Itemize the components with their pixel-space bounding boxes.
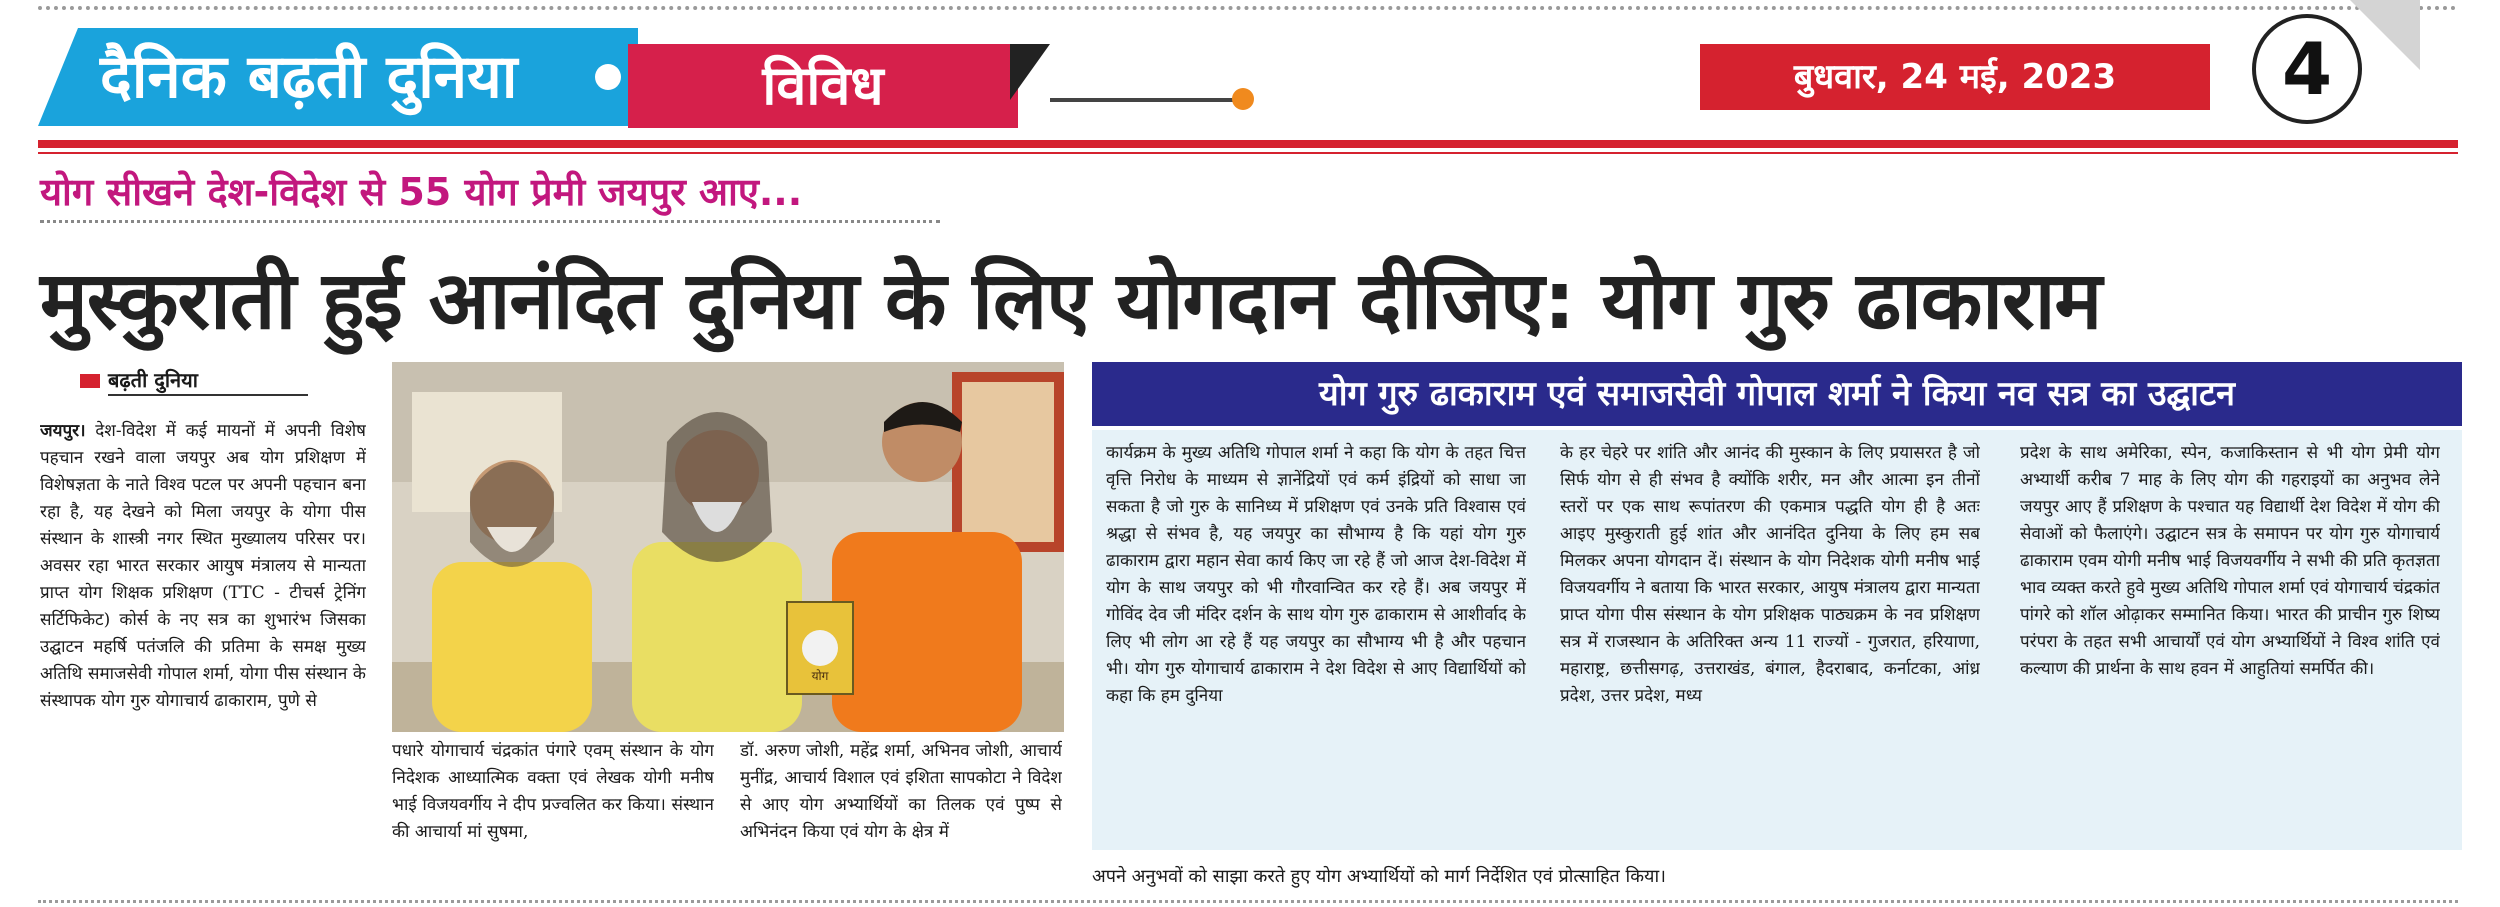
newspaper-title[interactable]: दैनिक बढ़ती दुनिया <box>100 42 518 112</box>
byline-marker <box>80 374 100 388</box>
photo-column-2: डॉ. अरुण जोशी, महेंद्र शर्मा, अभिनव जोशी, आचार्य मुनींद्र, आचार्य विशाल एवं इशिता सापकोटा ने विदेश से आए योग अभ्यार्थियों का तिलक एवं पुष्प से अभिनंदन किया एवं योग के क्षेत्र में <box>740 741 1062 842</box>
issue-date: बुधवार, 24 मई, 2023 <box>1793 57 2117 97</box>
book-icon <box>787 602 853 694</box>
section-label[interactable]: विविध <box>762 54 884 117</box>
left-column-text <box>40 418 366 900</box>
masthead-rule <box>38 140 2458 148</box>
box-column-1: कार्यक्रम के मुख्य अतिथि गोपाल शर्मा ने कहा कि योग के तहत चित्त वृत्ति निरोध के माध्यम से ज्ञानेंद्रियों एवं कर्म इंद्रियों को साधा जा सकता है जो गुरु के सानिध्य में प्रशिक्षण एवं उनके प्रति विश्वास एवं श्रद्धा से संभव है, यह जयपुर का सौभाग्य है कि यहां योग गुरु ढाकाराम द्वारा महान सेवा कार्य किए जा रहे हैं जो आज देश-विदेश में योग के साथ जयपुर को भी गौरवान्वित कर रहे हैं। अब जयपुर में गोविंद देव जी मंदिर दर्शन के साथ योग गुरु ढाकाराम से आशीर्वाद के लिए भी लोग आ रहे हैं यह जयपुर का सौभाग्य भी है और पहचान भी। योग गुरु योगाचार्य ढाकाराम ने देश विदेश से आए विद्यार्थियों को कहा कि हम दुनिया <box>1106 443 1526 706</box>
photo-column-1: पधारे योगाचार्य चंद्रकांत पंगारे एवम् संस्थान के योग निदेशक आध्यात्मिक वक्ता एवं लेखक योगी मनीष भाई विजयवर्गीय ने दीप प्रज्वलित कर किया। संस्थान की आचार्या मां सुषमा, <box>392 741 714 842</box>
article-photo <box>392 362 1064 732</box>
section-arrow <box>1010 44 1050 100</box>
page-number: 4 <box>2281 27 2333 111</box>
continuation-line: अपने अनुभवों को साझा करते हुए योग अभ्यार्थियों को मार्ग निर्देशित एवं प्रोत्साहित किया। <box>1092 866 1666 887</box>
box-column-2: के हर चेहरे पर शांति और आनंद की मुस्कान के लिए प्रयासरत है जो सिर्फ योग से ही संभव है क्योंकि शरीर, मन और आत्मा इन तीनों स्तरों पर एक साथ रूपांतरण की एकमात्र पद्धति योग ही है अतः आइए मुस्कुराती हुई शांत और आनंदित दुनिया के लिए हम सब मिलकर अपना योगदान दें। संस्थान के योग निदेशक योगी मनीष भाई विजयवर्गीय ने बताया कि भारत सरकार, आयुष मंत्रालय द्वारा मान्यता प्राप्त योगा पीस संस्थान के योग प्रशिक्षक पाठ्यक्रम के नव प्रशिक्षण सत्र में राजस्थान के अतिरिक्त अन्य 11 राज्यों - गुजरात, हरियाणा, महाराष्ट्र, छत्तीसगढ़, उत्तराखंड, बंगाल, हैदराबाद, कर्नाटका, आंध्र प्रदेश, उत्तर प्रदेश, मध्य <box>1560 443 1980 706</box>
box-heading: योग गुरु ढाकाराम एवं समाजसेवी गोपाल शर्मा ने किया नव सत्र का उद्घाटन <box>1319 374 2235 414</box>
brand-dot <box>595 64 621 90</box>
decorative-line <box>1050 98 1240 102</box>
decorative-orange-dot <box>1232 88 1254 110</box>
bottom-dotted-border <box>38 900 2458 903</box>
masthead-thin-rule <box>38 152 2458 154</box>
kicker-headline: योग सीखने देश-विदेश से 55 योग प्रेमी जयपुर आए... <box>40 164 940 223</box>
book-cover-text: योग <box>811 669 829 683</box>
byline: बढ़ती दुनिया <box>108 366 308 396</box>
box-column-3: प्रदेश के साथ अमेरिका, स्पेन, कजाकिस्तान से भी योग प्रेमी योग अभ्यार्थी करीब 7 माह के लिए योग की गहराइयों का अनुभव लेने जयपुर आए हैं प्रशिक्षण के पश्चात यह विद्यार्थी देश विदेश में योग की सेवाओं को फैलाएंगे। उद्घाटन सत्र के समापन पर योग गुरु योगाचार्य ढाकाराम एवम योगी मनीष भाई विजयवर्गीय ने सभी की प्रति कृतज्ञता भाव व्यक्त करते हुवे मुख्य अतिथि गोपाल शर्मा एवं योगाचार्य चंद्रकांत पांगरे को शॉल ओढ़ाकर सम्मानित किया। भारत की प्राचीन गुरु शिष्य परंपरा के तहत सभी आचार्यों एवं योग अभ्यार्थियों ने विश्व शांति एवं कल्याण की प्रार्थना के साथ हवन में आहुतियां समर्पित की। <box>2020 443 2440 679</box>
top-dotted-border <box>38 6 2458 10</box>
main-headline: मुस्कुराती हुई आनंदित दुनिया के लिए योगदान दीजिए: योग गुरु ढाकाराम <box>40 254 2102 347</box>
left-column-body: देश-विदेश में कई मायनों में अपनी विशेष पहचान रखने वाला जयपुर अब योग प्रशिक्षण में विशेषज्ञता के नाते विश्व पटल पर अपनी पहचान बना रहा है, यह देखने को मिला जयपुर के योगा पीस संस्थान के शास्त्री नगर स्थित मुख्यालय परिसर पर। अवसर रहा भारत सरकार आयुष मंत्रालय से मान्यता प्राप्त योग शिक्षक प्रशिक्षण (TTC - टीचर्स ट्रेनिंग सर्टिफिकेट) कोर्स के नए सत्र का शुभारंभ जिसका उद्घाटन महर्षि पतंजलि की प्रतिमा के समक्ष मुख्य अतिथि समाजसेवी गोपाल शर्मा, योगा पीस संस्थान के संस्थापक योग गुरु योगाचार्य ढाकाराम, पुणे से <box>40 421 366 711</box>
dateline: जयपुर। <box>40 421 86 441</box>
